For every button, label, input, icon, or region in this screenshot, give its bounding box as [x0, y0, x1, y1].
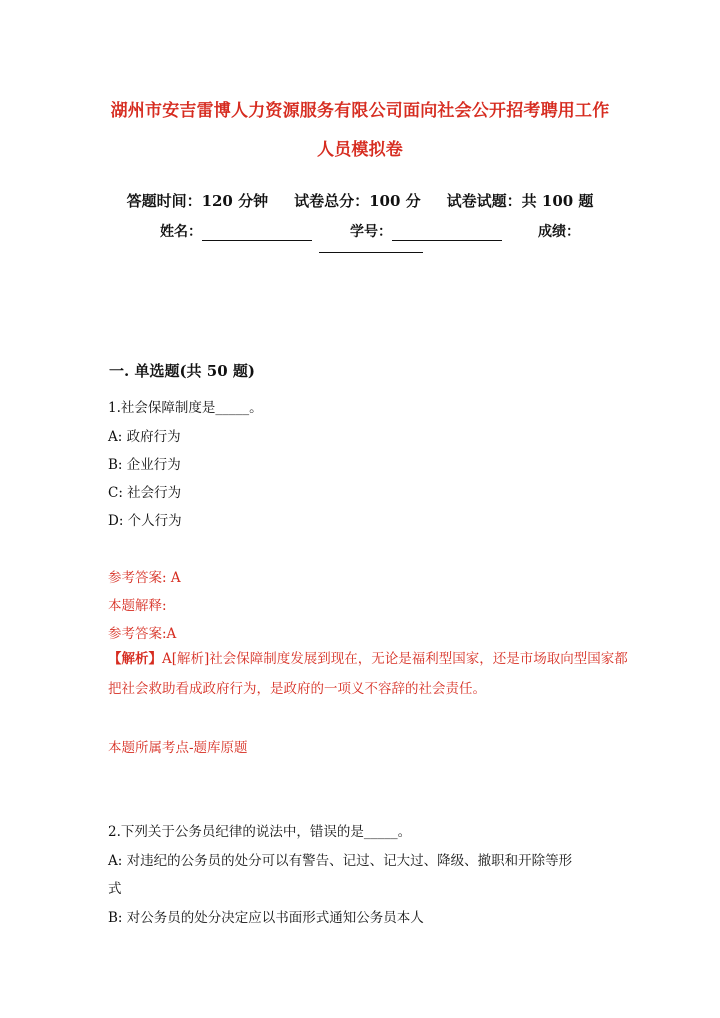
- name-field: [160, 221, 312, 241]
- section-heading: 一. 单选题(共 50 题): [109, 362, 255, 380]
- score-blank[interactable]: [319, 252, 423, 253]
- id-label: 学号：: [350, 224, 392, 240]
- id-field: [350, 221, 502, 241]
- question-1-option-b[interactable]: B: 企业行为: [108, 457, 181, 473]
- analysis-tag: 【解析】: [108, 651, 162, 667]
- analysis-text: A[解析]社会保障制度发展到现在，无论是福利型国家，还是市场取向型国家都把社会救助看成政府行为，是政府的一项义不容辞的社会责任。: [108, 651, 628, 697]
- score-label: 成绩：: [538, 224, 580, 240]
- question-1-stem: 1.社会保障制度是_____。: [108, 400, 263, 416]
- question-1-option-c[interactable]: C: 社会行为: [108, 485, 182, 501]
- question-2-option-a-cont: 式: [108, 881, 122, 897]
- question-1-option-a[interactable]: A: 政府行为: [108, 429, 181, 445]
- question-1-option-d[interactable]: D: 个人行为: [108, 513, 182, 529]
- question-2-option-b[interactable]: B: 对公务员的处分决定应以书面形式通知公务员本人: [108, 910, 424, 926]
- exam-title-line1: 湖州市安吉雷博人力资源服务有限公司面向社会公开招考聘用工作: [110, 101, 610, 121]
- name-blank[interactable]: [202, 226, 312, 241]
- id-blank[interactable]: [392, 226, 502, 241]
- question-2-option-a[interactable]: A: 对违纪的公务员的处分可以有警告、记过、记大过、降级、撤职和开除等形: [108, 853, 573, 869]
- exam-time: 答题时间：120 分钟: [126, 192, 269, 210]
- question-1-analysis: [108, 644, 628, 704]
- question-2-stem: 2.下列关于公务员纪律的说法中，错误的是_____。: [108, 824, 412, 840]
- score-field: [538, 221, 580, 241]
- question-1-source: 本题所属考点-题库原题: [108, 740, 248, 756]
- exam-total-score: 试卷总分：100 分: [294, 192, 421, 210]
- exam-total-questions: 试卷试题：共 100 题: [446, 192, 594, 210]
- name-label: 姓名：: [160, 224, 202, 240]
- question-1-answer: 参考答案: A: [108, 570, 181, 586]
- question-1-answer-repeat: 参考答案:A: [108, 626, 177, 642]
- exam-meta: [0, 190, 720, 211]
- question-1-explain-label: 本题解释:: [108, 598, 167, 614]
- exam-title-line2: 人员模拟卷: [317, 140, 403, 160]
